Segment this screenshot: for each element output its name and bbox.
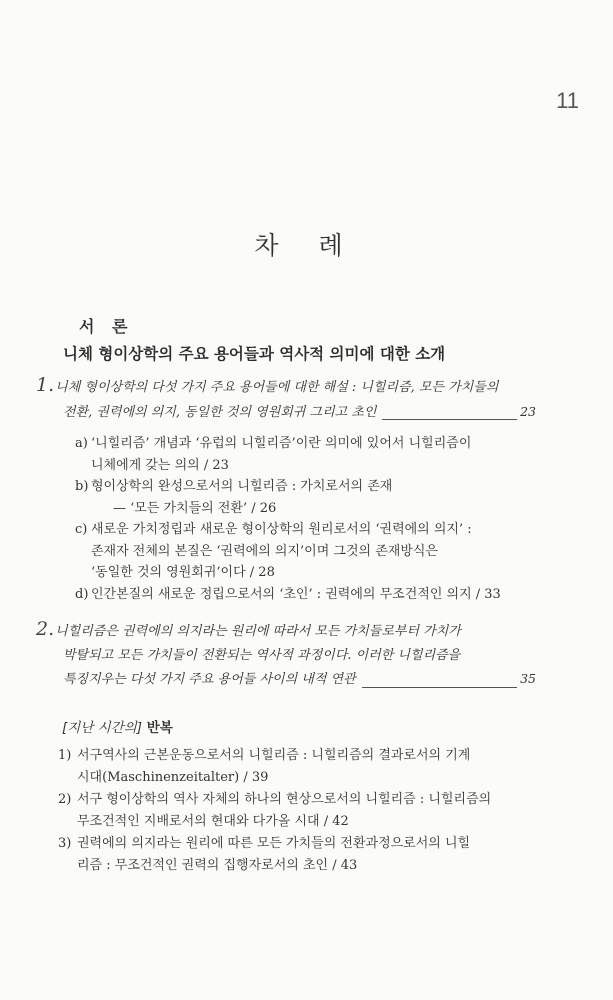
subsection-d[interactable] (75, 584, 545, 606)
chapter-2-title-line3: 특징지우는 다섯 가지 주요 용어들 사이의 내적 연관 (63, 672, 356, 687)
chapter-1-page: 23 (520, 403, 536, 419)
part-item-2[interactable] (58, 789, 538, 832)
subsection-a[interactable] (75, 433, 545, 476)
subsection-line: 인간본질의 새로운 정립으로서의 ‘초인’ : 권력에의 무조건적인 의지 / 33 (91, 586, 501, 602)
chapter-2-title-line2: 박탈되고 모든 가치들이 전환되는 역사적 과정이다. 이러한 니힐리즘을 (63, 647, 461, 663)
subsection-mark: b) (75, 479, 89, 494)
chapter-2-number: 2. (36, 618, 55, 640)
chapter-1-title-line2: 전환, 권력에의 의지, 동일한 것의 영원회귀 그리고 초인 (63, 404, 377, 420)
chapter-2-title-line1: 니힐리즘은 권력에의 의지라는 원리에 따라서 모든 가치들로부터 가치가 (55, 624, 461, 639)
part-items (58, 745, 538, 877)
subsection-line: — ‘모든 가치들의 전환’ / 26 (113, 500, 277, 516)
part-item-line: 시대(Maschinenzeitalter) / 39 (77, 769, 269, 785)
subsection-line: 존재자 전체의 본질은 ‘권력에의 의지’이며 그것의 존재방식은 (91, 543, 439, 559)
subsection-b[interactable] (75, 476, 545, 519)
part-item-line: 서구역사의 근본운동으로서의 니힐리즘 : 니힐리즘의 결과로서의 기계 (77, 748, 471, 763)
subsection-line: 새로운 가치정립과 새로운 형이상학의 원리로서의 ‘권력에의 의지’ : (91, 522, 472, 537)
part-item-mark: 3) (58, 836, 72, 851)
chapter-1-title-line1: 니체 형이상학의 다섯 가지 주요 용어들에 대한 해설 : 니힐리즘, 모든 가치들의 (55, 380, 499, 395)
part-item-mark: 2) (58, 792, 72, 807)
part-heading-italic: [지난 시간의] (62, 720, 143, 736)
part-item-line: 권력에의 의지라는 원리에 따른 모든 가치들의 전환과정으로서의 니힐 (77, 836, 471, 851)
subsection-c[interactable] (75, 519, 545, 584)
chapter-1-entry[interactable] (36, 374, 536, 424)
part-item-line: 리즘 : 무조건적인 권력의 집행자로서의 초인 / 43 (77, 857, 358, 873)
part-heading (62, 716, 173, 736)
dotted-leader (362, 687, 517, 688)
chapter-1-number: 1. (36, 374, 55, 396)
subsection-line: 형이상학의 완성으로서의 니힐리즘 : 가치로서의 존재 (91, 479, 393, 494)
intro-label: 서 론 (79, 317, 134, 336)
toc-title: 차 례 (254, 231, 359, 260)
part-item-line: 서구 형이상학의 역사 자체의 하나의 현상으로서의 니힐리즘 : 니힐리즘의 (77, 792, 492, 807)
dotted-leader (382, 419, 517, 420)
subsection-mark: d) (75, 586, 89, 602)
subsection-line: ‘동일한 것의 영원회귀’이다 / 28 (91, 565, 275, 580)
subsection-mark: c) (75, 522, 88, 537)
intro-title: 니체 형이상학의 주요 용어들과 역사적 의미에 대한 소개 (63, 345, 446, 363)
chapter-2-entry[interactable] (36, 618, 536, 692)
part-item-1[interactable] (58, 745, 538, 788)
subsection-mark: a) (75, 436, 88, 451)
page-number: 11 (556, 88, 579, 113)
subsection-line: 니체에게 갖는 의의 / 23 (91, 457, 229, 473)
subsection-line: ‘니힐리즘’ 개념과 ‘유럽의 니힐리즘’이란 의미에 있어서 니힐리즘이 (91, 436, 472, 451)
part-item-line: 무조건적인 지배로서의 현대와 다가올 시대 / 42 (77, 813, 349, 829)
part-heading-rest: 반복 (142, 720, 173, 736)
chapter-2-page: 35 (520, 671, 536, 686)
part-item-mark: 1) (58, 748, 72, 763)
chapter-1-subsections (75, 433, 545, 605)
part-item-3[interactable] (58, 833, 538, 876)
